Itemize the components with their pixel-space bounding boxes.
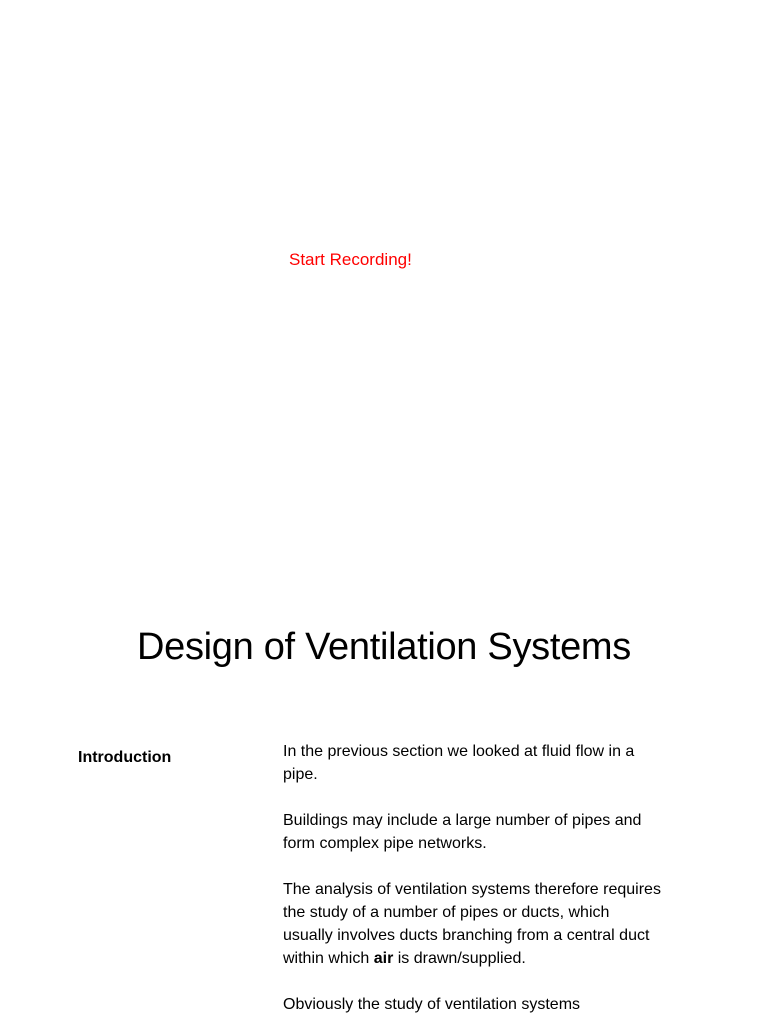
paragraph-1: In the previous section we looked at fluid flow in a pipe. — [283, 743, 635, 783]
paragraph-3 — [283, 878, 663, 970]
page-title: Design of Ventilation Systems — [136, 626, 631, 668]
section-label-introduction: Introduction — [78, 749, 172, 766]
paragraph-3-bold-term: air — [373, 950, 394, 967]
paragraph-3-text-after: is drawn/supplied. — [397, 950, 526, 967]
paragraph-2: Buildings may include a large number of pipes and form complex pipe networks. — [283, 812, 642, 852]
paragraph-3-text-before: The analysis of ventilation systems therefore requires the study of a number of pipes or ducts, which usually involves ducts branching from a central duct within which — [283, 881, 661, 967]
introduction-body — [283, 740, 663, 1024]
paragraph-4-partial: Obviously the study of ventilation systems — [283, 996, 581, 1013]
start-recording-note: Start Recording! — [289, 250, 412, 269]
